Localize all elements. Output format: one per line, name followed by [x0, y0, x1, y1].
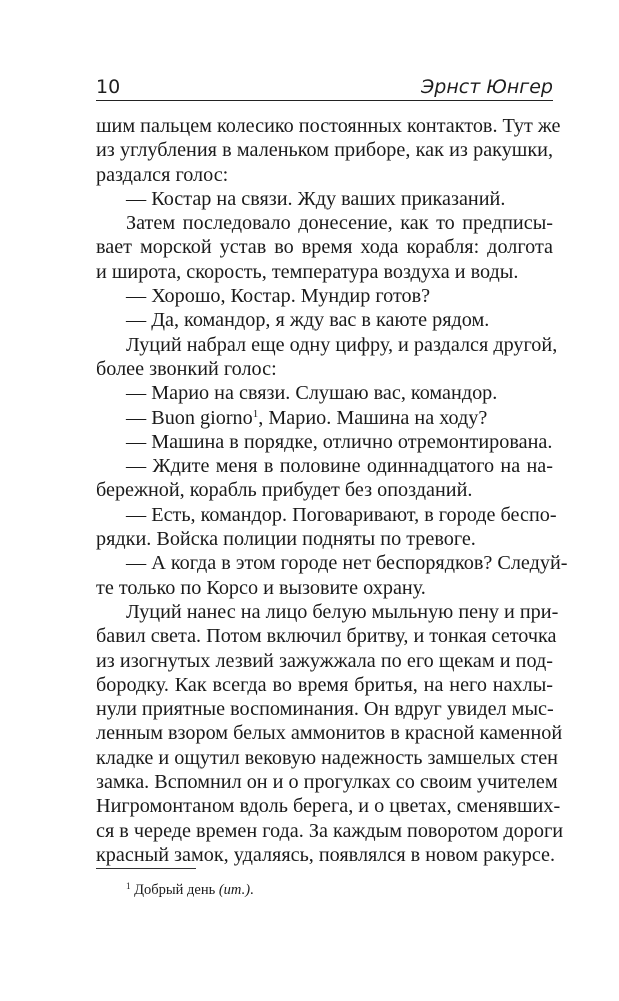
footnote-reference: 1	[252, 407, 259, 420]
text-line: Луций набрал еще одну цифру, и раздался другой,	[126, 333, 558, 356]
text-line: бавил света. Потом включил бритву, и тонкая сеточка	[96, 625, 557, 648]
text-line-rest: , Марио. Машина на ходу?	[258, 406, 488, 429]
text-line: Затем последовало донесение, как то предписы-	[126, 212, 553, 235]
text-line: бородку. Как всегда во время бритья, на него нахлы-	[96, 673, 553, 696]
text-line: — Ждите меня в половине одиннадцатого на на-	[126, 455, 553, 478]
text-line: — Марио на связи. Слушаю вас, командор.	[126, 382, 498, 405]
footnote-text: Добрый день	[134, 882, 219, 898]
text-line: — А когда в этом городе нет беспорядков? Следуй-	[126, 552, 568, 575]
text-line: Луций нанес на лицо белую мыльную пену и при-	[126, 600, 559, 623]
text-line: Нигромонтаном вдоль берега, и о цветах, сменявших-	[96, 795, 561, 818]
text-line: ленным взором белых аммонитов в красной каменной	[96, 722, 563, 745]
footnote-language-note: (ит.)	[218, 882, 251, 898]
text-line: рядки. Войска полиции подняты по тревоге.	[96, 528, 476, 551]
text-line: — Машина в порядке, отлично отремонтирована.	[126, 430, 553, 453]
text-line: те только по Корсо и вызовите охрану.	[96, 576, 426, 599]
text-line: замка. Вспомнил он и о прогулках со своим учителем	[96, 771, 558, 794]
text-line: ся в череде времен года. За каждым поворотом дороги	[96, 819, 564, 842]
running-head-author: Эрнст Юнгер	[421, 76, 553, 98]
text-line: — Хорошо, Костар. Мундир готов?	[126, 285, 431, 308]
page-header	[96, 70, 553, 101]
text-line: кладке и ощутил вековую надежность замшелых стен	[96, 746, 558, 769]
text-line: — Есть, командор. Поговаривают, в городе беспо-	[126, 503, 557, 526]
text-line-with-footnote	[96, 406, 553, 430]
text-line: из изогнутых лезвий зажужжала по его щекам и под-	[96, 649, 553, 672]
text-line: вает морской устав во время хода корабля: долгота	[96, 236, 553, 259]
footnote-separator	[96, 868, 196, 869]
footnote-end: .	[250, 882, 254, 898]
text-line: из углубления в маленьком приборе, как из ракушки,	[96, 139, 553, 162]
page-number: 10	[96, 76, 121, 98]
text-line: — Да, командор, я жду вас в каюте рядом.	[126, 309, 490, 332]
text-line: — Костар на связи. Жду ваших приказаний.	[126, 187, 506, 210]
text-line: и широта, скорость, температура воздуха и воды.	[96, 260, 519, 283]
body-text	[96, 114, 568, 867]
buon-giorno-text: — Buon giorno	[126, 406, 253, 429]
text-line: шим пальцем колесико постоянных контактов. Тут же	[96, 115, 561, 137]
text-line: красный замок, удаляясь, появлялся в новом ракурсе.	[96, 843, 556, 866]
footnote	[126, 882, 254, 899]
text-line: более звонкий голос:	[96, 357, 277, 380]
text-line: нули приятные воспоминания. Он вдруг увидел мыс-	[96, 698, 554, 721]
footnote-marker: 1	[126, 881, 131, 891]
text-line: бережной, корабль прибудет без опозданий.	[96, 479, 473, 502]
text-line: раздался голос:	[96, 163, 229, 186]
